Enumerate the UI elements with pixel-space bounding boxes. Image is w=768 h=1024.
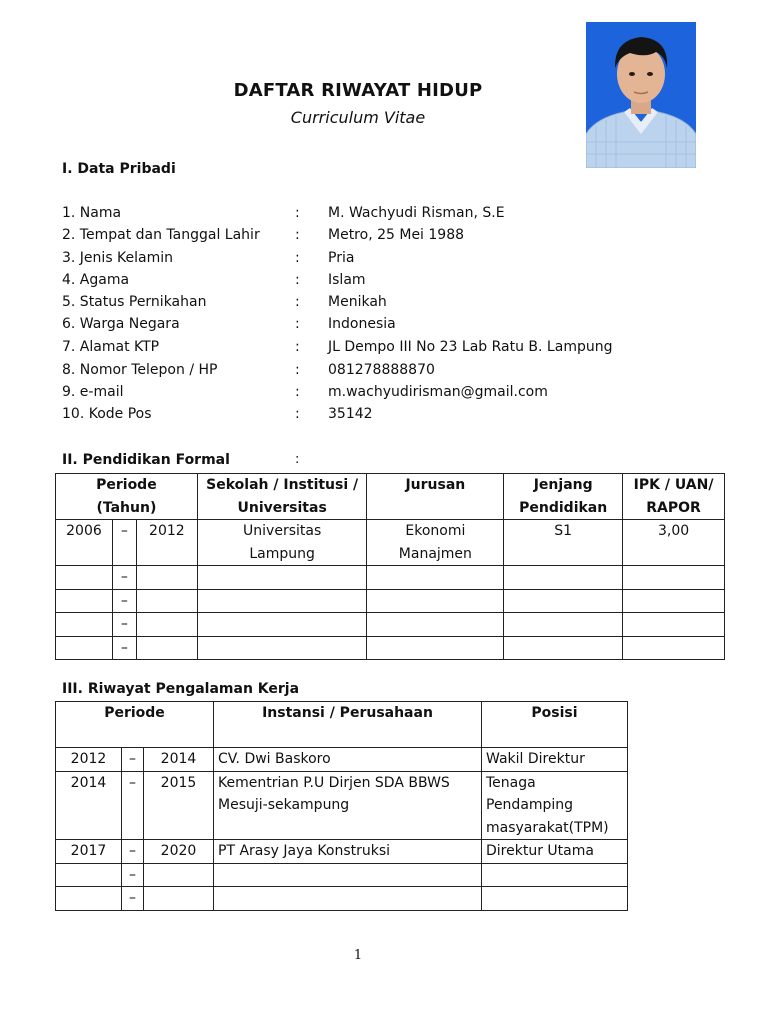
field-label: 7. Alamat KTP — [62, 339, 160, 355]
table-row-empty: – — [56, 613, 725, 637]
header-sekolah: Sekolah / Institusi / Universitas — [197, 474, 367, 520]
table-row-empty: – — [56, 566, 725, 590]
header-periode: Periode — [56, 702, 214, 748]
cell-end-year: 2012 — [136, 520, 197, 566]
section-personal-heading: I. Data Pribadi — [62, 161, 176, 177]
document-subtitle: Curriculum Vitae — [290, 108, 426, 127]
cell-end-year: 2015 — [144, 771, 214, 840]
field-value: m.wachyudirisman@gmail.com — [328, 384, 548, 400]
document-title: DAFTAR RIWAYAT HIDUP — [233, 80, 483, 101]
cell-major: Ekonomi Manajmen — [367, 520, 504, 566]
cell-company: CV. Dwi Baskoro — [214, 748, 482, 772]
cell-dash: – — [122, 840, 144, 864]
cell-position: Direktur Utama — [482, 840, 628, 864]
cell-dash: – — [122, 771, 144, 840]
section-education-heading: II. Pendidikan Formal — [62, 452, 230, 468]
cell-start-year: 2012 — [56, 748, 122, 772]
table-row-empty: – — [56, 887, 628, 911]
field-label: 8. Nomor Telepon / HP — [62, 362, 218, 378]
profile-photo — [586, 22, 696, 168]
cell-score: 3,00 — [623, 520, 725, 566]
field-label: 10. Kode Pos — [62, 406, 152, 422]
section-work-heading: III. Riwayat Pengalaman Kerja — [62, 681, 300, 697]
field-value: Menikah — [328, 294, 387, 310]
field-value: JL Dempo III No 23 Lab Ratu B. Lampung — [328, 339, 613, 355]
section-education-colon: : — [295, 452, 300, 467]
cell-end-year: 2020 — [144, 840, 214, 864]
cell-start-year: 2006 — [56, 520, 113, 566]
field-label: 4. Agama — [62, 272, 130, 288]
cell-dash: – — [122, 748, 144, 772]
cell-end-year: 2014 — [144, 748, 214, 772]
field-value: Pria — [328, 250, 355, 266]
header-jurusan: Jurusan — [367, 474, 504, 520]
field-colon: : — [295, 316, 300, 332]
field-colon: : — [295, 384, 300, 400]
table-row — [56, 520, 725, 566]
table-row — [56, 748, 628, 772]
field-colon: : — [295, 205, 300, 221]
cell-start-year: 2014 — [56, 771, 122, 840]
table-row-empty: – — [56, 863, 628, 887]
header-instansi: Instansi / Perusahaan — [214, 702, 482, 748]
person-icon — [586, 22, 696, 168]
cell-start-year: 2017 — [56, 840, 122, 864]
cell-position: Tenaga Pendamping masyarakat(TPM) — [482, 771, 628, 840]
field-colon: : — [295, 250, 300, 266]
field-value: Metro, 25 Mei 1988 — [328, 227, 465, 243]
field-label: 3. Jenis Kelamin — [62, 250, 174, 266]
field-label: 2. Tempat dan Tanggal Lahir — [62, 227, 260, 243]
field-label: 1. Nama — [62, 205, 122, 221]
field-colon: : — [295, 362, 300, 378]
work-table — [55, 701, 628, 911]
work-header-row — [56, 702, 628, 748]
education-table — [55, 473, 725, 660]
field-label: 5. Status Pernikahan — [62, 294, 207, 310]
field-value: M. Wachyudi Risman, S.E — [328, 205, 505, 221]
cell-school: Universitas Lampung — [197, 520, 367, 566]
cell-company: PT Arasy Jaya Konstruksi — [214, 840, 482, 864]
header-ipk: IPK / UAN/ RAPOR — [623, 474, 725, 520]
field-value: 081278888870 — [328, 362, 435, 378]
field-colon: : — [295, 406, 300, 422]
table-row — [56, 840, 628, 864]
field-label: 6. Warga Negara — [62, 316, 180, 332]
table-row — [56, 771, 628, 840]
field-value: Islam — [328, 272, 366, 288]
cell-dash: – — [112, 520, 136, 566]
table-row-empty: – — [56, 636, 725, 660]
cell-level: S1 — [504, 520, 623, 566]
table-row-empty: – — [56, 589, 725, 613]
field-colon: : — [295, 339, 300, 355]
cell-position: Wakil Direktur — [482, 748, 628, 772]
field-colon: : — [295, 272, 300, 288]
field-value: 35142 — [328, 406, 373, 422]
page-number: 1 — [353, 948, 363, 963]
header-periode: Periode (Tahun) — [56, 474, 198, 520]
cell-company: Kementrian P.U Dirjen SDA BBWS Mesuji-sekampung — [214, 771, 482, 840]
field-colon: : — [295, 227, 300, 243]
field-value: Indonesia — [328, 316, 396, 332]
header-posisi: Posisi — [482, 702, 628, 748]
field-colon: : — [295, 294, 300, 310]
header-jenjang: Jenjang Pendidikan — [504, 474, 623, 520]
education-header-row — [56, 474, 725, 520]
field-label: 9. e-mail — [62, 384, 124, 400]
